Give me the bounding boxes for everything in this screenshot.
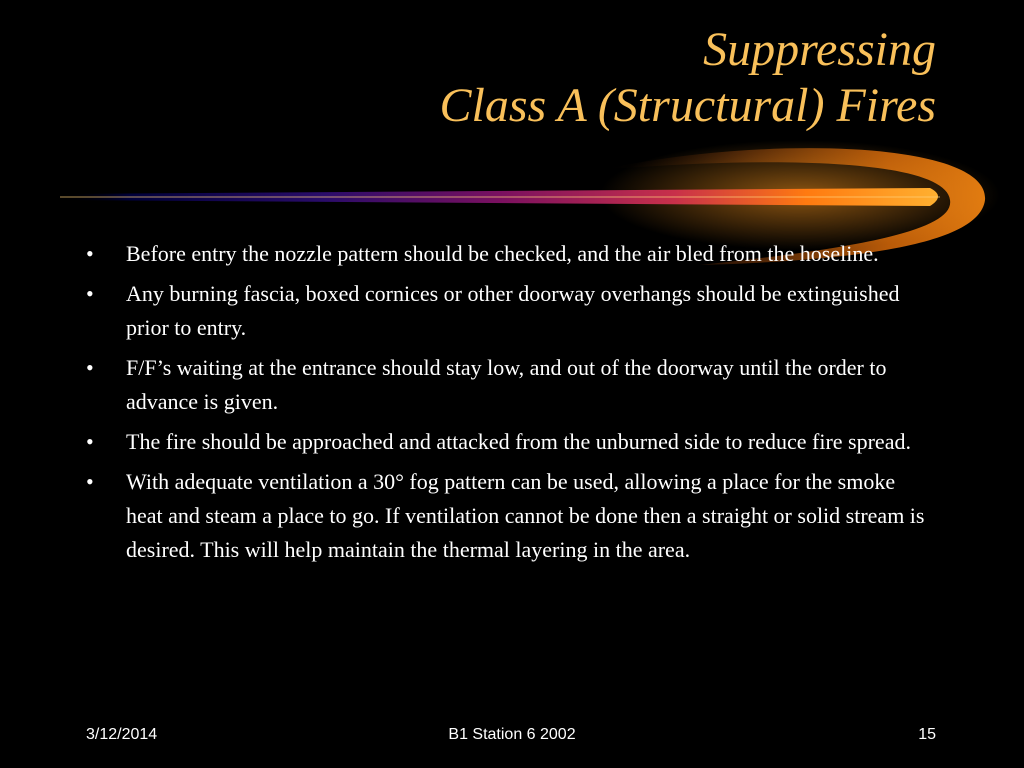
bullet-item: [84, 277, 934, 345]
bullet-list: [84, 237, 934, 573]
bullet-text: F/F’s waiting at the entrance should stay low, and out of the doorway until the order to advance is given.: [126, 355, 887, 414]
bullet-dot-icon: •: [86, 281, 94, 306]
title-line-2: Class A (Structural) Fires: [439, 79, 936, 132]
bullet-text: With adequate ventilation a 30° fog pattern can be used, allowing a place for the smoke heat and steam a place to go. If ventilation cannot be done then a straight or solid stream is desired. This will help maintain the thermal layering in the area.: [126, 469, 925, 562]
footer-date: 3/12/2014: [86, 726, 158, 743]
bullet-text: Before entry the nozzle pattern should be checked, and the air bled from the hoseline.: [126, 241, 879, 266]
footer-page-number: 15: [918, 726, 936, 743]
title-line-1: Suppressing: [703, 23, 936, 76]
bullet-dot-icon: •: [86, 241, 94, 266]
bullet-dot-icon: •: [86, 355, 94, 380]
bullet-item: [84, 465, 934, 567]
bullet-dot-icon: •: [86, 469, 94, 494]
slide-title: [136, 22, 936, 134]
bullet-item: [84, 351, 934, 419]
bullet-text: Any burning fascia, boxed cornices or other doorway overhangs should be extinguished prior to entry.: [126, 281, 900, 340]
bullet-item: [84, 425, 934, 459]
footer-center-text: B1 Station 6 2002: [448, 726, 576, 743]
bullet-item: [84, 237, 934, 271]
bullet-text: The fire should be approached and attacked from the unburned side to reduce fire spread.: [126, 429, 911, 454]
bullet-dot-icon: •: [86, 429, 94, 454]
